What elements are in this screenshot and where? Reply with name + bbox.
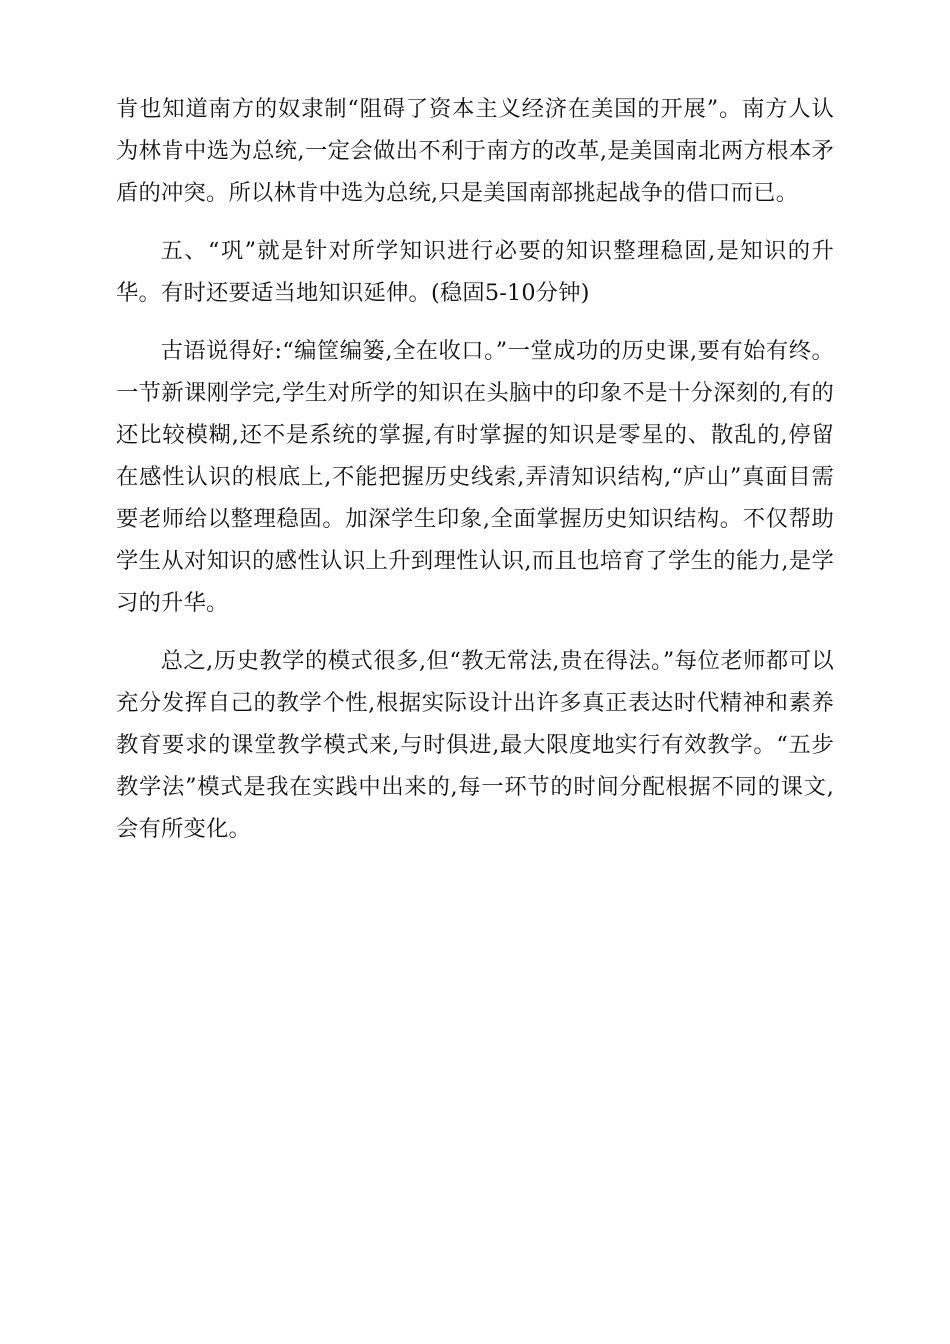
paragraph-continued: 肯也知道南方的奴隶制“阻碍了资本主义经济在美国的开展”。南方人认为林肯中选为总统,一定会做出不利于南方的改革,是美国南北两方根本矛盾的冲突。所以林肯中选为总统,只是美国南部挑起战争的借口而已。: [116, 96, 834, 206]
paragraph-conclusion: 总之,历史教学的模式很多,但“教无常法,贵在得法。”每位老师都可以充分发挥自己的教学个性,根据实际设计出许多真正表达时代精神和素养教育要求的课堂教学模式来,与时俱进,最大限度地实行有效教学。“五步教学法”模式是我在实践中出来的,每一环节的时间分配根据不同的课文,会有所变化。: [116, 648, 834, 842]
paragraph-section-five: 五、“巩”就是针对所学知识进行必要的知识整理稳固,是知识的升华。有时还要适当地知识延伸。(稳固5-10分钟): [116, 238, 834, 306]
paragraph-ancient-saying: 古语说得好:“编筐编篓,全在收口。”一堂成功的历史课,要有始有终。一节新课刚学完,学生对所学的知识在头脑中的印象不是十分深刻的,有的还比较模糊,还不是系统的掌握,有时掌握的知识是零星的、散乱的,停留在感性认识的根底上,不能把握历史线索,弄清知识结构,“庐山”真面目需要老师给以整理稳固。加深学生印象,全面掌握历史知识结构。不仅帮助学生从对知识的感性认识上升到理性认识,而且也培育了学生的能力,是学习的升华。: [116, 338, 834, 616]
document-body: [116, 88, 834, 866]
